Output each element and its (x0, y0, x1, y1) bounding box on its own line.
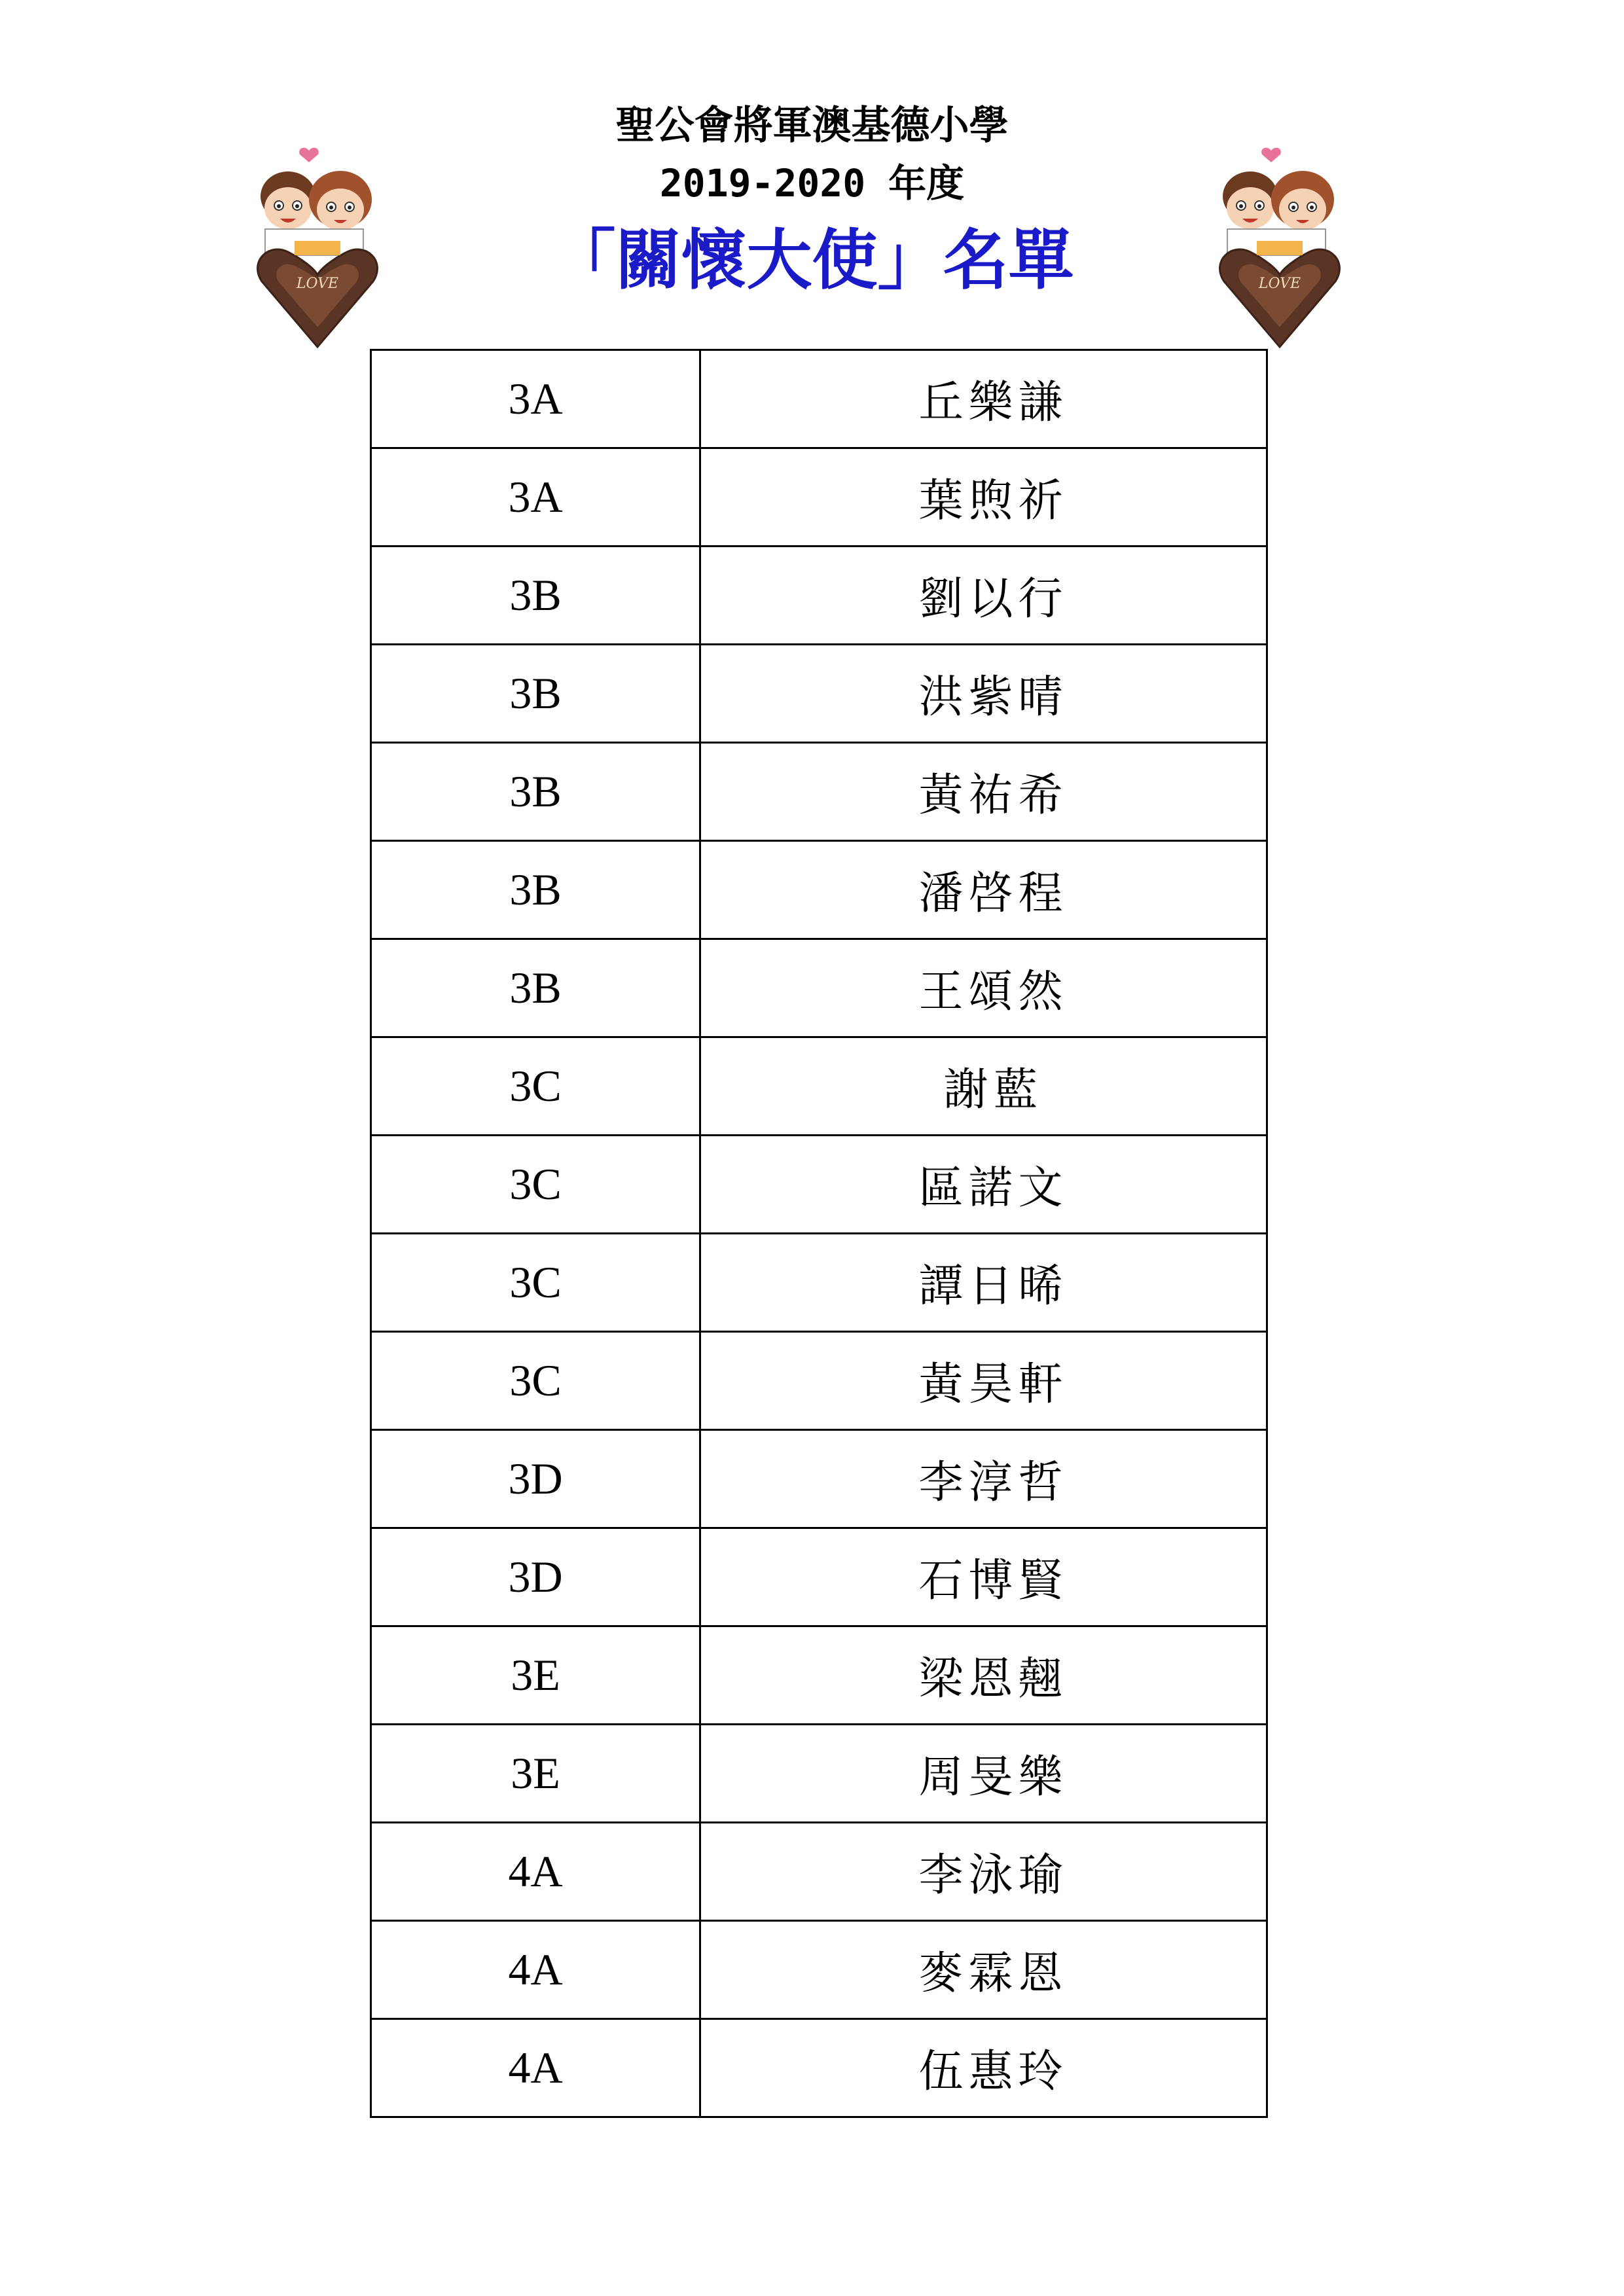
list-title: 「關懷大使」名單 (550, 221, 1074, 298)
name-cell: 梁恩翹 (700, 1626, 1267, 1725)
table-row (371, 1332, 1267, 1430)
class-cell: 3C (371, 1234, 700, 1332)
class-cell: 3B (371, 841, 700, 939)
name-cell: 黃祐希 (700, 743, 1267, 841)
svg-text:LOVE: LOVE (296, 276, 339, 292)
document-header (0, 0, 1624, 340)
class-cell: 3B (371, 939, 700, 1037)
name-cell: 李泳瑜 (700, 1823, 1267, 1921)
table-row (371, 1823, 1267, 1921)
class-cell: 3A (371, 350, 700, 448)
name-cell: 區諾文 (700, 1136, 1267, 1234)
class-cell: 3C (371, 1037, 700, 1136)
class-cell: 3E (371, 1626, 700, 1725)
name-cell: 周旻樂 (700, 1725, 1267, 1823)
class-cell: 4A (371, 2019, 700, 2117)
name-cell: 葉煦祈 (700, 448, 1267, 547)
name-cell: 李淳哲 (700, 1430, 1267, 1528)
table-row (371, 1430, 1267, 1528)
name-cell: 伍惠玲 (700, 2019, 1267, 2117)
name-cell: 麥霖恩 (700, 1921, 1267, 2019)
couple-with-heart-cake-icon (242, 131, 393, 353)
class-cell: 3D (371, 1430, 700, 1528)
class-cell: 3B (371, 645, 700, 743)
table-row (371, 1528, 1267, 1626)
name-cell: 劉以行 (700, 547, 1267, 645)
name-cell: 洪紫晴 (700, 645, 1267, 743)
table-row (371, 1626, 1267, 1725)
name-cell: 石博賢 (700, 1528, 1267, 1626)
class-cell: 3B (371, 547, 700, 645)
name-cell: 丘樂謙 (700, 350, 1267, 448)
class-cell: 3E (371, 1725, 700, 1823)
name-cell: 王頌然 (700, 939, 1267, 1037)
name-cell: 潘啓程 (700, 841, 1267, 939)
table-row (371, 743, 1267, 841)
ambassador-roster-table (370, 349, 1268, 2118)
class-cell: 3B (371, 743, 700, 841)
class-cell: 3C (371, 1136, 700, 1234)
class-cell: 3C (371, 1332, 700, 1430)
table-row (371, 1037, 1267, 1136)
table-row (371, 939, 1267, 1037)
couple-with-heart-cake-icon (1204, 131, 1355, 353)
class-cell: 3D (371, 1528, 700, 1626)
table-row (371, 1234, 1267, 1332)
table-row (371, 448, 1267, 547)
table-row (371, 1725, 1267, 1823)
name-cell: 譚日晞 (700, 1234, 1267, 1332)
name-cell: 謝藍 (700, 1037, 1267, 1136)
table-row (371, 841, 1267, 939)
class-cell: 3A (371, 448, 700, 547)
class-cell: 4A (371, 1823, 700, 1921)
name-cell: 黃昊軒 (700, 1332, 1267, 1430)
school-name: 聖公會將軍澳基德小學 (615, 103, 1009, 149)
roster-body (371, 350, 1267, 2117)
table-row (371, 547, 1267, 645)
table-row (371, 1136, 1267, 1234)
table-row (371, 2019, 1267, 2117)
class-cell: 4A (371, 1921, 700, 2019)
table-row (371, 350, 1267, 448)
school-year: 2019-2020 年度 (659, 161, 965, 206)
svg-text:LOVE: LOVE (1258, 276, 1301, 292)
table-row (371, 645, 1267, 743)
table-row (371, 1921, 1267, 2019)
